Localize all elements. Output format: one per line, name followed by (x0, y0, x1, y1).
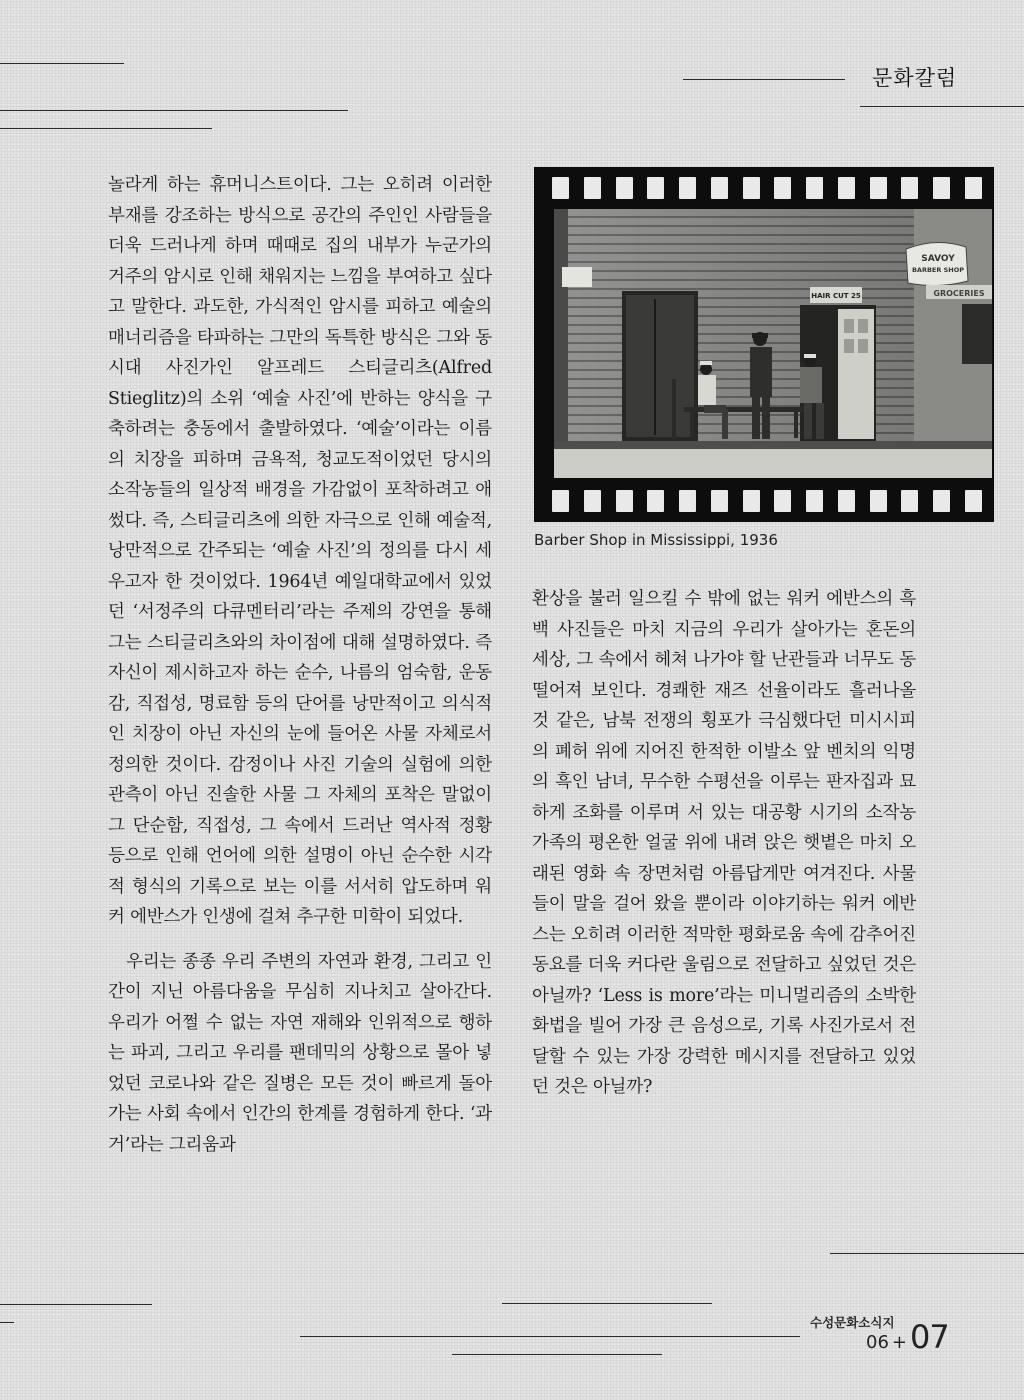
top-left-rule-2 (0, 110, 348, 111)
article-paragraph: 환상을 불러 일으킬 수 밖에 없는 워커 에반스의 흑백 사진들은 마치 지금의 우리가 살아가는 혼돈의 세상, 그 속에서 헤쳐 나가야 할 난관들과 너무도 동떨어져 보인다. 경쾌한 재즈 선율이라도 흘러나올 것 같은, 남북 전쟁의 횡포가 극심했다던 미시시피의 폐허 위에 지어진 한적한 이발소 앞 벤치의 익명의 흑인 남녀, 무수한 수평선을 이루는 판자집과 묘하게 조화를 이루며 서 있는 대공황 시기의 소작농 가족의 평온한 얼굴 위에 내려 앉은 햇볕은 마치 오래된 영화 속 장면처럼 아름답게만 여겨진다. 사물들이 말을 걸어 왔을 뿐이라 이야기하는 워커 에반스는 오히려 이러한 적막한 평화로움 속에 감추어진 동요를 더욱 커다란 울림으로 전달하고 싶었던 것은 아닐까? ‘Less is more’라는 미니멀리즘의 소박한 화법을 빌어 가장 큰 음성으로, 기록 사진가로서 전달할 수 있는 가장 강력한 메시지를 전달하고 있었던 것은 아닐까? (532, 589, 916, 1097)
bottom-mid-rule-2 (300, 1336, 800, 1337)
page-separator: + (891, 1332, 907, 1353)
bottom-left-rule-2 (0, 1322, 14, 1323)
bottom-mid-rule-3 (452, 1354, 662, 1355)
top-left-rule-3 (0, 128, 212, 129)
bottom-right-rule (830, 1253, 1024, 1254)
photo-caption: Barber Shop in Mississippi, 1936 (534, 531, 778, 549)
barber-shop-photo (554, 209, 992, 478)
page-numbers (866, 1318, 949, 1356)
haircut-sign-text: HAIR CUT 25 (811, 292, 861, 300)
film-strip-frame (534, 167, 994, 522)
film-sprockets-top (552, 177, 982, 199)
bottom-mid-rule-1 (502, 1303, 712, 1304)
article-right-column (532, 584, 916, 1103)
section-label: 문화칼럼 (872, 66, 958, 90)
top-right-rule (860, 106, 1024, 107)
page-number-right: 07 (910, 1318, 949, 1356)
top-left-rule-1 (0, 63, 124, 64)
bottom-left-rule (0, 1304, 152, 1305)
page-number-left: 06 (866, 1332, 889, 1353)
article-paragraph: 놀라게 하는 휴머니스트이다. 그는 오히려 이러한 부재를 강조하는 방식으로 공간의 주인인 사람들을 더욱 드러나게 하며 때때로 집의 내부가 누군가의 거주의 암시로 인해 채워지는 느낌을 부여하고 싶다고 말한다. 과도한, 가식적인 암시를 피하고 예술의 매너리즘을 타파하는 그만의 독특한 방식은 그와 동시대 사진가인 알프레드 스티글리츠(Alfred Stieglitz)의 소위 ‘예술 사진’에 반하는 양식을 구축하려는 충동에서 출발하였다. ‘예술’이라는 이름의 치장을 피하며 금욕적, 청교도적이었던 당시의 소작농들의 일상적 배경을 가감없이 포착하려고 애썼다. 즉, 스티글리츠에 의한 자극으로 인해 예술적, 낭만적으로 간주되는 ‘예술 사진’의 정의를 다시 세우고자 한 것이었다. 1964년 예일대학교에서 있었던 ‘서정주의 다큐멘터리’라는 주제의 강연을 통해 그는 스티글리츠와의 차이점에 대해 설명하였다. 즉 자신이 제시하고자 하는 순수, 나름의 엄숙함, 운동감, 직접성, 명료함 등의 단어를 낭만적이고 의식적인 치장이 아닌 자신의 눈에 들어온 사물 자체로서 정의한 것이다. 감정이나 사진 기술의 실험에 의한 관측이 아닌 진솔한 사물 그 자체의 포착은 말없이 그 단순함, 직접성, 그 속에서 드러난 역사적 정황 등으로 인해 언어에 의한 설명이 아닌 순수한 시각적 형식의 기록으로 보는 이를 서서히 압도하며 워커 에반스가 인생에 걸쳐 추구한 미학이 되었다. (108, 175, 492, 927)
article-paragraph: 우리는 종종 우리 주변의 자연과 환경, 그리고 인간이 지닌 아름다움을 무심히 지나치고 살아간다. 우리가 어쩔 수 없는 자연 재해와 인위적으로 행하는 파괴, 그리고 우리를 팬데믹의 상황으로 몰아 넣었던 코로나와 같은 질병은 모든 것이 빠르게 돌아가는 사회 속에서 인간의 한계를 경험하게 한다. ‘과거’라는 그리움과 (108, 951, 492, 1155)
barber-sign-text: BARBER SHOP (911, 266, 965, 274)
savoy-sign-text: SAVOY (921, 254, 955, 264)
article-left-column (108, 170, 492, 1160)
film-sprockets-bottom (552, 490, 982, 512)
grocery-sign-text: GROCERIES (933, 289, 985, 298)
header-rule (683, 79, 845, 80)
publication-name: 수성문화소식지 (810, 1315, 895, 1330)
